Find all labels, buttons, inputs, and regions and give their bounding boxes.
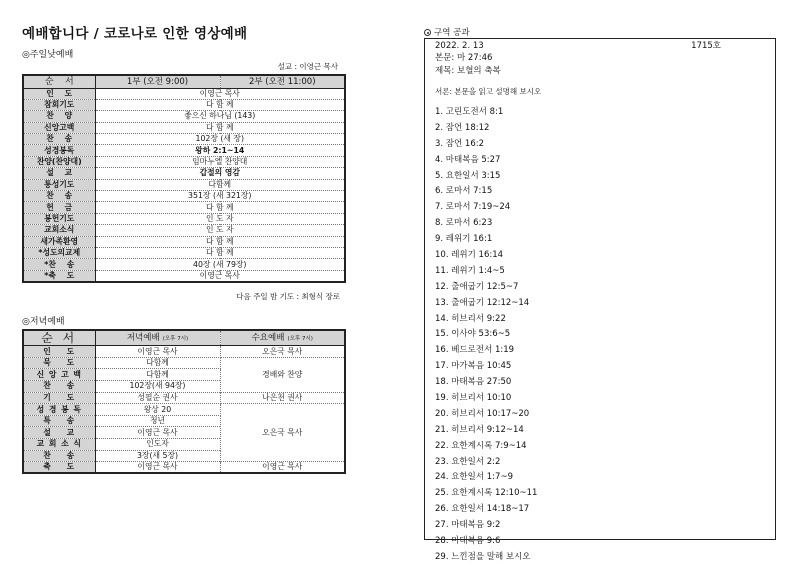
verse-item: 18. 마태복음 27:50 xyxy=(435,377,512,388)
morning-header-row xyxy=(23,75,345,88)
morning-row-value: 이영근 목사 xyxy=(95,88,345,99)
morning-row xyxy=(23,156,345,167)
morning-row xyxy=(23,179,345,190)
reading-date-row xyxy=(435,41,765,52)
morning-row-value: 인 도 자 xyxy=(95,213,345,224)
morning-row xyxy=(23,225,345,236)
service2-header: 2부 (오전 11:00) xyxy=(220,75,345,88)
verse-item: 12. 출애굽기 12:5~7 xyxy=(435,281,519,292)
verse-item: 21. 히브리서 9:12~14 xyxy=(435,424,524,435)
evening-row xyxy=(23,392,345,404)
verse-item: 6. 로마서 7:15 xyxy=(435,186,493,197)
evening-row-label: 교 회 소 식 xyxy=(23,439,95,451)
evening-row-value: 이영근 목사 xyxy=(95,427,220,439)
left-panel xyxy=(22,22,344,474)
wednesday-service-label: 수요예배 xyxy=(251,332,285,343)
evening-row-label: 축 도 xyxy=(23,462,95,474)
sermon-line xyxy=(22,61,344,72)
morning-row-value: 351장 (새 321장) xyxy=(95,191,345,202)
evening-row-label: 특 송 xyxy=(23,415,95,427)
evening-order-header: 순 서 xyxy=(23,330,95,346)
evening-header-row xyxy=(23,330,345,346)
morning-row-label: *성도의교제 xyxy=(23,247,95,258)
evening-service-header xyxy=(95,330,220,346)
morning-row-value: 좋으신 하나님 (143) xyxy=(95,111,345,122)
verse-item: 9. 레위기 16:1 xyxy=(435,234,493,245)
verse-item: 19. 히브리서 10:10 xyxy=(435,393,512,404)
evening-row xyxy=(23,346,345,358)
verse-item: 3. 잠언 16:2 xyxy=(435,138,485,149)
morning-row-label: 헌 금 xyxy=(23,202,95,213)
verse-item: 5. 요한일서 3:15 xyxy=(435,170,501,181)
verse-item: 28. 마태복음 9:6 xyxy=(435,536,501,547)
morning-row-label: 찬 송 xyxy=(23,191,95,202)
morning-row-label: 찬 양 xyxy=(23,111,95,122)
evening-row xyxy=(23,404,345,416)
verse-item: 10. 레위기 16:14 xyxy=(435,250,504,261)
wednesday-service-time: (오후 7시) xyxy=(287,335,313,342)
morning-schedule-table xyxy=(22,74,346,283)
verse-item: 7. 로마서 7:19~24 xyxy=(435,202,511,213)
morning-row-label: 통성기도 xyxy=(23,179,95,190)
evening-row-label: 찬 송 xyxy=(23,381,95,393)
reading-subject: 제목: 보혈의 축복 xyxy=(435,66,501,76)
sermon-label: 설교 : xyxy=(277,62,297,71)
page-title: 예배합니다 / 코로나로 인한 영상예배 xyxy=(22,26,248,42)
evening-row-value: 다함께 xyxy=(95,369,220,381)
evening-row-value: 3장(새 5장) xyxy=(95,450,220,462)
reading-box xyxy=(424,38,776,562)
sermon-pastor: 이영근 목사 xyxy=(299,62,338,71)
evening-row-label: 신 앙 고 백 xyxy=(23,369,95,381)
morning-body xyxy=(23,88,345,282)
next-week-prayer: 다음 주일 밤 기도 : 최형식 장로 xyxy=(236,291,340,301)
evening-row-value: 102장(새 94장) xyxy=(95,381,220,393)
morning-row-label: 인 도 xyxy=(23,88,95,99)
morning-row-label: 찬 송 xyxy=(23,134,95,145)
morning-row-value: 임마누엘 찬양대 xyxy=(95,156,345,167)
morning-row xyxy=(23,134,345,145)
evening-row-label: 기 도 xyxy=(23,392,95,404)
reading-heading-label: 구역 공과 xyxy=(434,28,470,38)
morning-row xyxy=(23,111,345,122)
verse-item: 17. 마가복음 10:45 xyxy=(435,361,512,372)
morning-row-label: 교회소식 xyxy=(23,225,95,236)
morning-row xyxy=(23,191,345,202)
morning-row-value: 왕하 2:1~14 xyxy=(95,145,345,156)
verse-item: 26. 요한일서 14:18~17 xyxy=(435,504,530,515)
evening-row-label: 성 경 봉 독 xyxy=(23,404,95,416)
morning-row-label: 성경봉독 xyxy=(23,145,95,156)
reading-heading xyxy=(424,26,776,38)
evening-service-time: (오후 7시) xyxy=(162,335,189,342)
morning-row xyxy=(23,99,345,110)
verse-item: 11. 레위기 1:4~5 xyxy=(435,265,505,276)
morning-row-value: 다 함 께 xyxy=(95,99,345,110)
verse-item: 22. 요한계시록 7:9~14 xyxy=(435,440,527,451)
verse-item: 4. 마태복음 5:27 xyxy=(435,154,501,165)
morning-row-label: *축 도 xyxy=(23,270,95,282)
evening-row-value: 왕상 20 xyxy=(95,404,220,416)
reading-text: 본문: 마 27:46 xyxy=(435,53,493,63)
morning-row-value: 이영근 목사 xyxy=(95,270,345,282)
morning-row-label: 설 교 xyxy=(23,168,95,179)
verse-list xyxy=(435,105,765,566)
morning-row-value: 40장 (새 79장) xyxy=(95,259,345,270)
morning-row-value: 다함께 xyxy=(95,179,345,190)
service1-header: 1부 (오전 9:00) xyxy=(95,75,220,88)
verse-item: 24. 요한일서 1:7~9 xyxy=(435,472,513,483)
evening-row-value: 인도자 xyxy=(95,439,220,451)
reading-issue: 1715호 xyxy=(691,41,721,51)
verse-item: 13. 출애굽기 12:12~14 xyxy=(435,297,530,308)
wednesday-preacher: 오은국 목사 xyxy=(220,404,345,462)
reading-date: 2022. 2. 13 xyxy=(435,41,484,51)
morning-row xyxy=(23,88,345,99)
morning-row xyxy=(23,213,345,224)
wednesday-praise: 경배와 찬양 xyxy=(220,357,345,392)
morning-row-label: *찬 송 xyxy=(23,259,95,270)
wednesday-service-header xyxy=(220,330,345,346)
verse-item: 29. 느낀점을 말해 보시오 xyxy=(435,551,531,562)
evening-schedule-table xyxy=(22,329,346,475)
verse-item: 14. 히브리서 9:22 xyxy=(435,313,506,324)
evening-row-value: 다함께 xyxy=(95,357,220,369)
evening-row-value: 이영근 목사 xyxy=(95,462,220,474)
morning-row xyxy=(23,236,345,247)
evening-service-label: 저녁예배 xyxy=(126,332,160,343)
wednesday-prayer: 나은천 권사 xyxy=(220,392,345,404)
evening-row-value: 성필순 권사 xyxy=(95,392,220,404)
evening-row-label: 설 교 xyxy=(23,427,95,439)
morning-row-value: 다 함 께 xyxy=(95,247,345,258)
evening-row-label: 찬 송 xyxy=(23,450,95,462)
evening-row-label: 묵 도 xyxy=(23,357,95,369)
evening-row-label: 인 도 xyxy=(23,346,95,358)
morning-row-value: 인 도 자 xyxy=(95,225,345,236)
morning-row xyxy=(23,202,345,213)
morning-row xyxy=(23,168,345,179)
morning-row-value: 다 함 께 xyxy=(95,236,345,247)
evening-heading: ◎저녁예배 xyxy=(22,316,65,327)
evening-row-value: 청년 xyxy=(95,415,220,427)
morning-row-label: 참회기도 xyxy=(23,99,95,110)
reading-intro: 서론: 본문을 읽고 설명해 보시오 xyxy=(435,87,542,96)
verse-item: 25. 요한계시록 12:10~11 xyxy=(435,488,538,499)
morning-row-value: 다 함 께 xyxy=(95,202,345,213)
morning-row-label: 봉헌기도 xyxy=(23,213,95,224)
morning-row-label: 찬양(찬양대) xyxy=(23,156,95,167)
order-header: 순 서 xyxy=(23,75,95,88)
morning-row-value: 102장 (새 장) xyxy=(95,134,345,145)
verse-item: 2. 잠언 18:12 xyxy=(435,122,490,133)
verse-item: 15. 이사야 53:6~5 xyxy=(435,329,511,340)
verse-item: 8. 로마서 6:23 xyxy=(435,218,493,229)
morning-row xyxy=(23,259,345,270)
morning-row-label: 새가족환영 xyxy=(23,236,95,247)
morning-row xyxy=(23,247,345,258)
verse-item: 16. 베드로전서 1:19 xyxy=(435,345,515,356)
verse-item: 23. 요한일서 2:2 xyxy=(435,456,501,467)
evening-row xyxy=(23,357,345,369)
morning-row-label: 신앙고백 xyxy=(23,122,95,133)
right-panel xyxy=(424,26,776,562)
morning-heading: ◎주일낮예배 xyxy=(22,50,74,60)
evening-row xyxy=(23,462,345,474)
morning-row-value: 갑절의 영감 xyxy=(95,168,345,179)
verse-item: 1. 고린도전서 8:1 xyxy=(435,107,504,117)
bullet-circle-icon xyxy=(424,29,431,36)
wednesday-benediction: 이영근 목사 xyxy=(220,462,345,474)
evening-row-value: 이영근 목사 xyxy=(95,346,220,358)
verse-item: 20. 히브리서 10:17~20 xyxy=(435,408,530,419)
morning-row xyxy=(23,270,345,282)
verse-item: 27. 마태복음 9:2 xyxy=(435,520,501,531)
morning-row-value: 다 함 께 xyxy=(95,122,345,133)
morning-row xyxy=(23,122,345,133)
morning-row xyxy=(23,145,345,156)
wednesday-leader: 오은국 목사 xyxy=(220,346,345,358)
